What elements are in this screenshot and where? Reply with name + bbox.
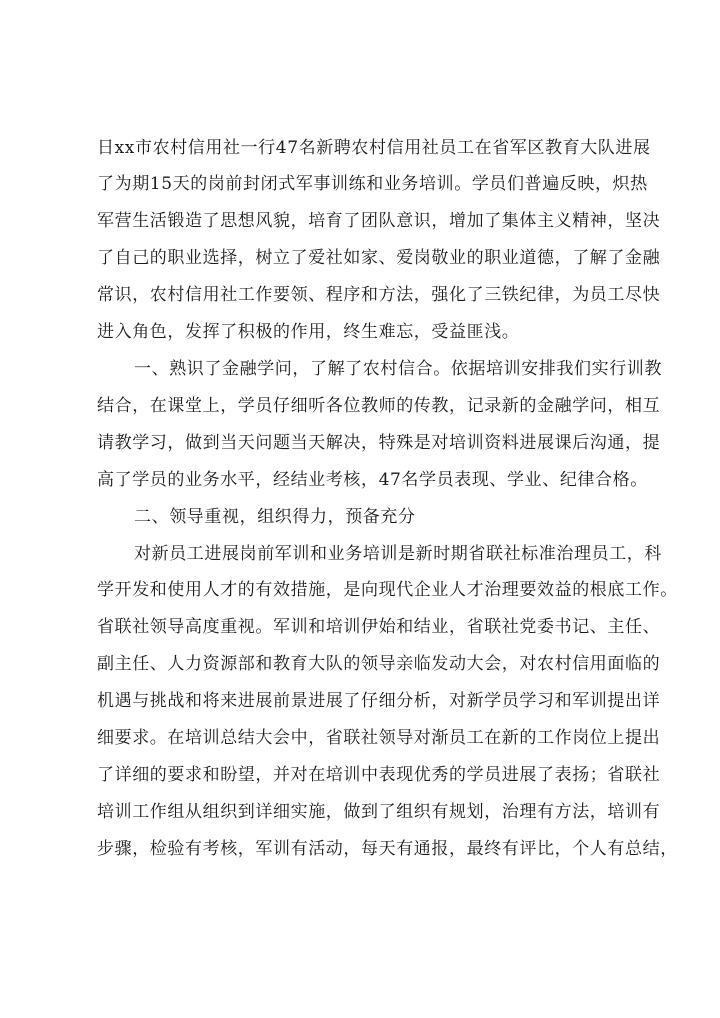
text-line: 日xx市农村信用社一行47名新聘农村信用社员工在省军区教育大队进展 [97,138,651,158]
text-line: 步骤，检验有考核，军训有活动，每天有通报，最终有评比，个人有总结， [97,839,678,859]
text-line: 机遇与挑战和将来进展前景进展了仔细分析，对新学员学习和军训提出详 [97,691,661,711]
text-line: 副主任、人力资源部和教育大队的领导亲临发动大会，对农村信用面临的 [97,654,661,674]
paragraph-start: 对新员工进展岗前军训和业务培训是新时期省联社标准治理员工，科 [134,544,662,564]
section-heading-1: 一、熟识了金融学问，了解了农村信合。依据培训安排我们实行训教 [134,359,662,379]
text-line: 常识，农村信用社工作要领、程序和方法，强化了三铁纪律，为员工尽快 [97,285,661,305]
text-line: 请教学习，做到当天问题当天解决，特殊是对培训资料进展课后沟通，提 [97,433,661,453]
text-line: 进入角色，发挥了积极的作用，终生难忘，受益匪浅。 [97,322,520,342]
text-line: 了详细的要求和盼望，并对在培训中表现优秀的学员进展了表扬；省联社 [97,765,661,785]
text-line: 了自己的职业选择，树立了爱社如家、爱岗敬业的职业道德，了解了金融 [97,248,661,268]
text-line: 军营生活锻造了思想风貌，培育了团队意识，增加了集体主义精神，坚决 [97,211,661,231]
text-line: 省联社领导高度重视。军训和培训伊始和结业，省联社党委书记、主任、 [97,617,661,637]
text-line: 培训工作组从组织到详细实施，做到了组织有规划，治理有方法，培训有 [97,802,661,822]
text-line: 细要求。在培训总结大会中，省联社领导对渐员工在新的工作岗位上提出 [97,728,661,748]
section-heading-2: 二、领导重视，组织得力，预备充分 [134,507,416,527]
text-line: 了为期15天的岗前封闭式军事训练和业务培训。学员们普遍反映，炽热 [97,174,648,194]
text-line: 学开发和使用人才的有效措施，是向现代企业人才治理要效益的根底工作。 [97,580,678,600]
text-line: 结合，在课堂上，学员仔细听各位教师的传教，记录新的金融学问，相互 [97,396,661,416]
text-line: 高了学员的业务水平，经结业考核，47名学员表现、学业、纪律合格。 [97,470,648,490]
